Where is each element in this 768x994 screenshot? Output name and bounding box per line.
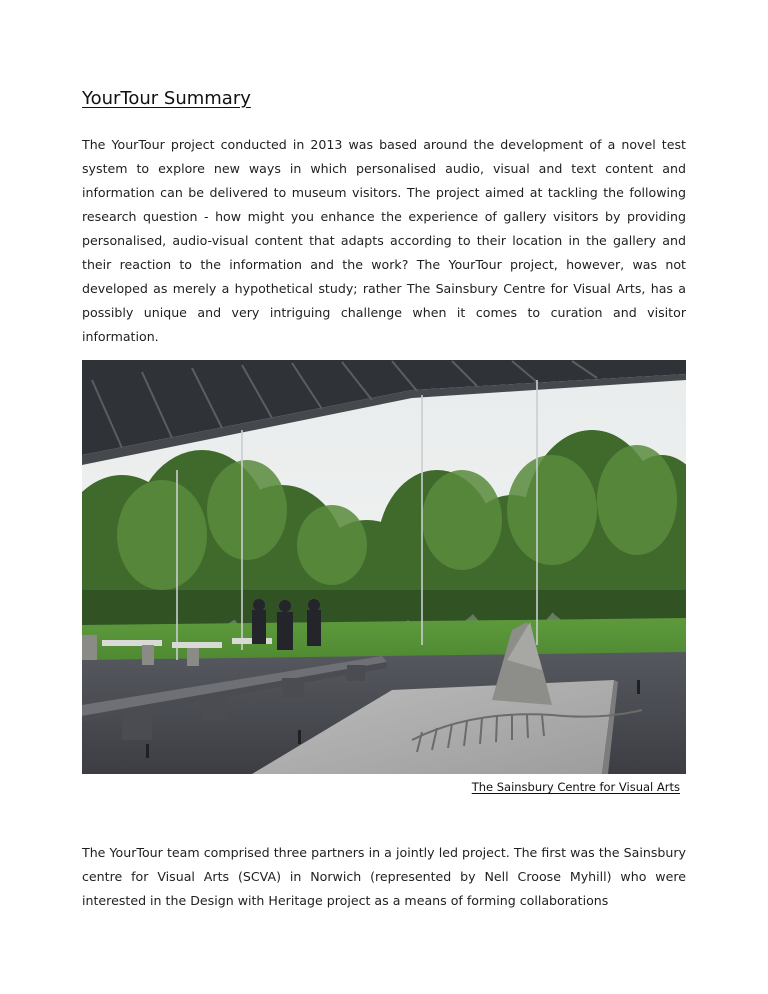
- intro-paragraph: The YourTour project conducted in 2013 was based around the development of a novel test system to explore new ways in which personalised audio, visual and text content and information can be delivered to museum visitors. The project aimed at tackling the following research question - how might you enhance the experience of gallery visitors by providing personalised, audio-visual content that adapts according to their location in the gallery and their reaction to the information and the work? The YourTour project, however, was not developed as merely a hypothetical study; rather The Sainsbury Centre for Visual Arts, has a possibly unique and very intriguing challenge when it comes to curation and visitor information.: [82, 137, 686, 344]
- page-title: YourTour Summary: [82, 88, 251, 109]
- photo-caption: The Sainsbury Centre for Visual Arts: [471, 780, 680, 794]
- gallery-photo: [82, 360, 686, 774]
- team-paragraph: The YourTour team comprised three partners in a jointly led project. The first was the Sainsbury centre for Visual Arts (SCVA) in Norwich (represented by Nell Croose Myhill) who were interested in the Design with Heritage project as a means of forming collaborations: [82, 845, 686, 908]
